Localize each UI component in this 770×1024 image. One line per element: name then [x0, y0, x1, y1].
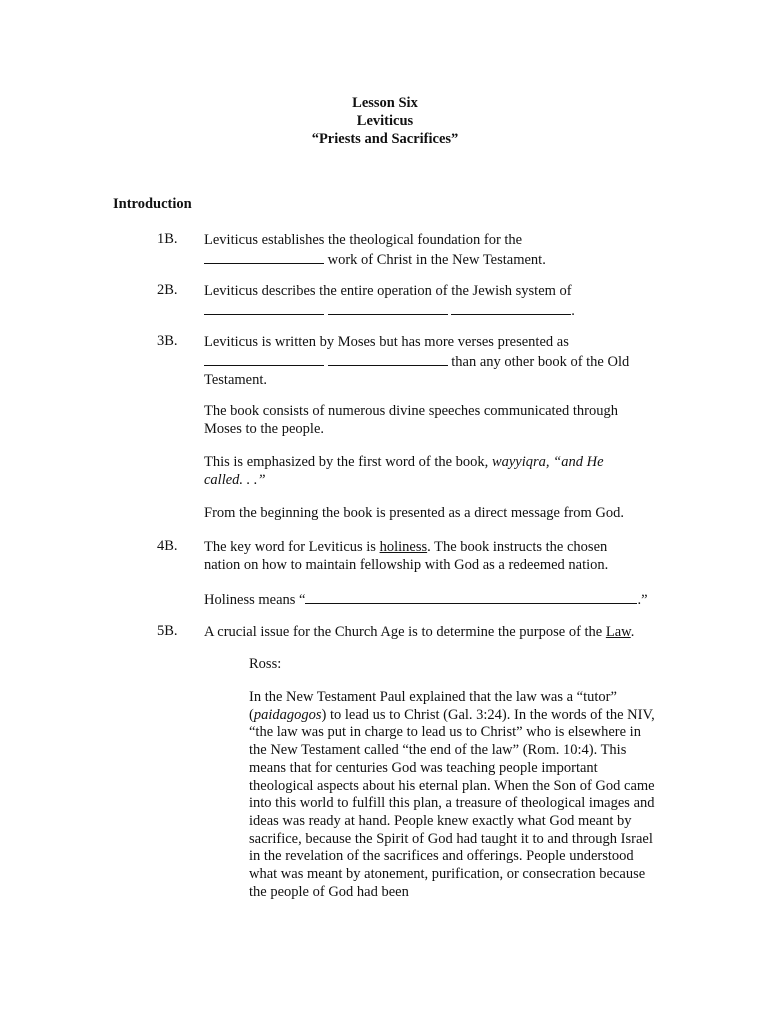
- fill-in-blank[interactable]: [204, 351, 324, 366]
- fill-in-blank[interactable]: [204, 249, 324, 264]
- item-1b-text: [204, 231, 664, 269]
- item-1b-line2: work of Christ in the New Testament.: [327, 252, 546, 268]
- lesson-number: Lesson Six: [352, 95, 418, 111]
- fill-in-blank[interactable]: [305, 589, 637, 604]
- item-1b-number: 1B.: [157, 231, 178, 247]
- hebrew-word: wayyiqra, “and He called. . .”: [204, 454, 604, 488]
- fill-in-blank[interactable]: [328, 300, 448, 315]
- item-2b-number: 2B.: [157, 282, 178, 298]
- ross-quote: In the New Testament Paul explained that the law was a “tutor” (paidagogos) to lead us to Christ (Gal. 3:24). In the words of the NIV, “the law was put in charge to lead us to Christ” who is elsewhere in the New Testament called “the end of the law” (Rom. 10:4). This means that for centuries God was teaching people important theological aspects about his eternal plan. When the Son of God came into this world to fulfill this plan, a treasure of theological images and ideas was ready at hand. People knew exactly what God meant by sacrifice, because the Spirit of God had taught it to and through Israel in the revelation of the sacrifices and offerings. People understood what was meant by atonement, purification, or consecration because the people of God had been: [249, 689, 655, 900]
- introduction-heading: Introduction: [113, 196, 192, 212]
- book-name: Leviticus: [356, 113, 414, 129]
- keyword-law: Law: [605, 624, 631, 640]
- keyword-holiness: holiness: [379, 539, 428, 555]
- item-2b-line1: Leviticus describes the entire operation of the Jewish system of: [204, 283, 572, 299]
- item-3b-paragraph-3: From the beginning the book is presented as a direct message from God.: [204, 505, 624, 521]
- lesson-subtitle: “Priests and Sacrifices”: [311, 131, 459, 147]
- greek-word: paidagogos: [253, 706, 322, 723]
- fill-in-blank[interactable]: [328, 351, 448, 366]
- item-4b-number: 4B.: [157, 538, 178, 554]
- item-3b-number: 3B.: [157, 333, 178, 349]
- quote-source: Ross:: [249, 656, 282, 672]
- item-5b-text: A crucial issue for the Church Age is to determine the purpose of the Law.: [204, 624, 635, 640]
- item-3b-text: [204, 333, 664, 389]
- item-3b-paragraph-2: This is emphasized by the first word of the book, wayyiqra, “and He called. . .”: [204, 454, 604, 488]
- item-1b-line1: Leviticus establishes the theological foundation for the: [204, 232, 523, 248]
- holiness-definition: Holiness means “ .”: [204, 589, 664, 609]
- item-3b-line1: Leviticus is written by Moses but has more verses presented as: [204, 334, 569, 350]
- item-5b-number: 5B.: [157, 623, 178, 639]
- item-3b-line3: Testament.: [204, 372, 268, 388]
- item-3b-paragraph-1: The book consists of numerous divine speeches communicated through Moses to the people.: [204, 403, 618, 437]
- item-4b-text: The key word for Leviticus is holiness. The book instructs the chosen nation on how to maintain fellowship with God as a redeemed nation.: [204, 539, 609, 573]
- item-2b-end: .: [571, 303, 575, 319]
- item-2b-text: [204, 282, 664, 320]
- item-3b-line2: than any other book of the Old: [451, 354, 630, 370]
- fill-in-blank[interactable]: [451, 300, 571, 315]
- fill-in-blank[interactable]: [204, 300, 324, 315]
